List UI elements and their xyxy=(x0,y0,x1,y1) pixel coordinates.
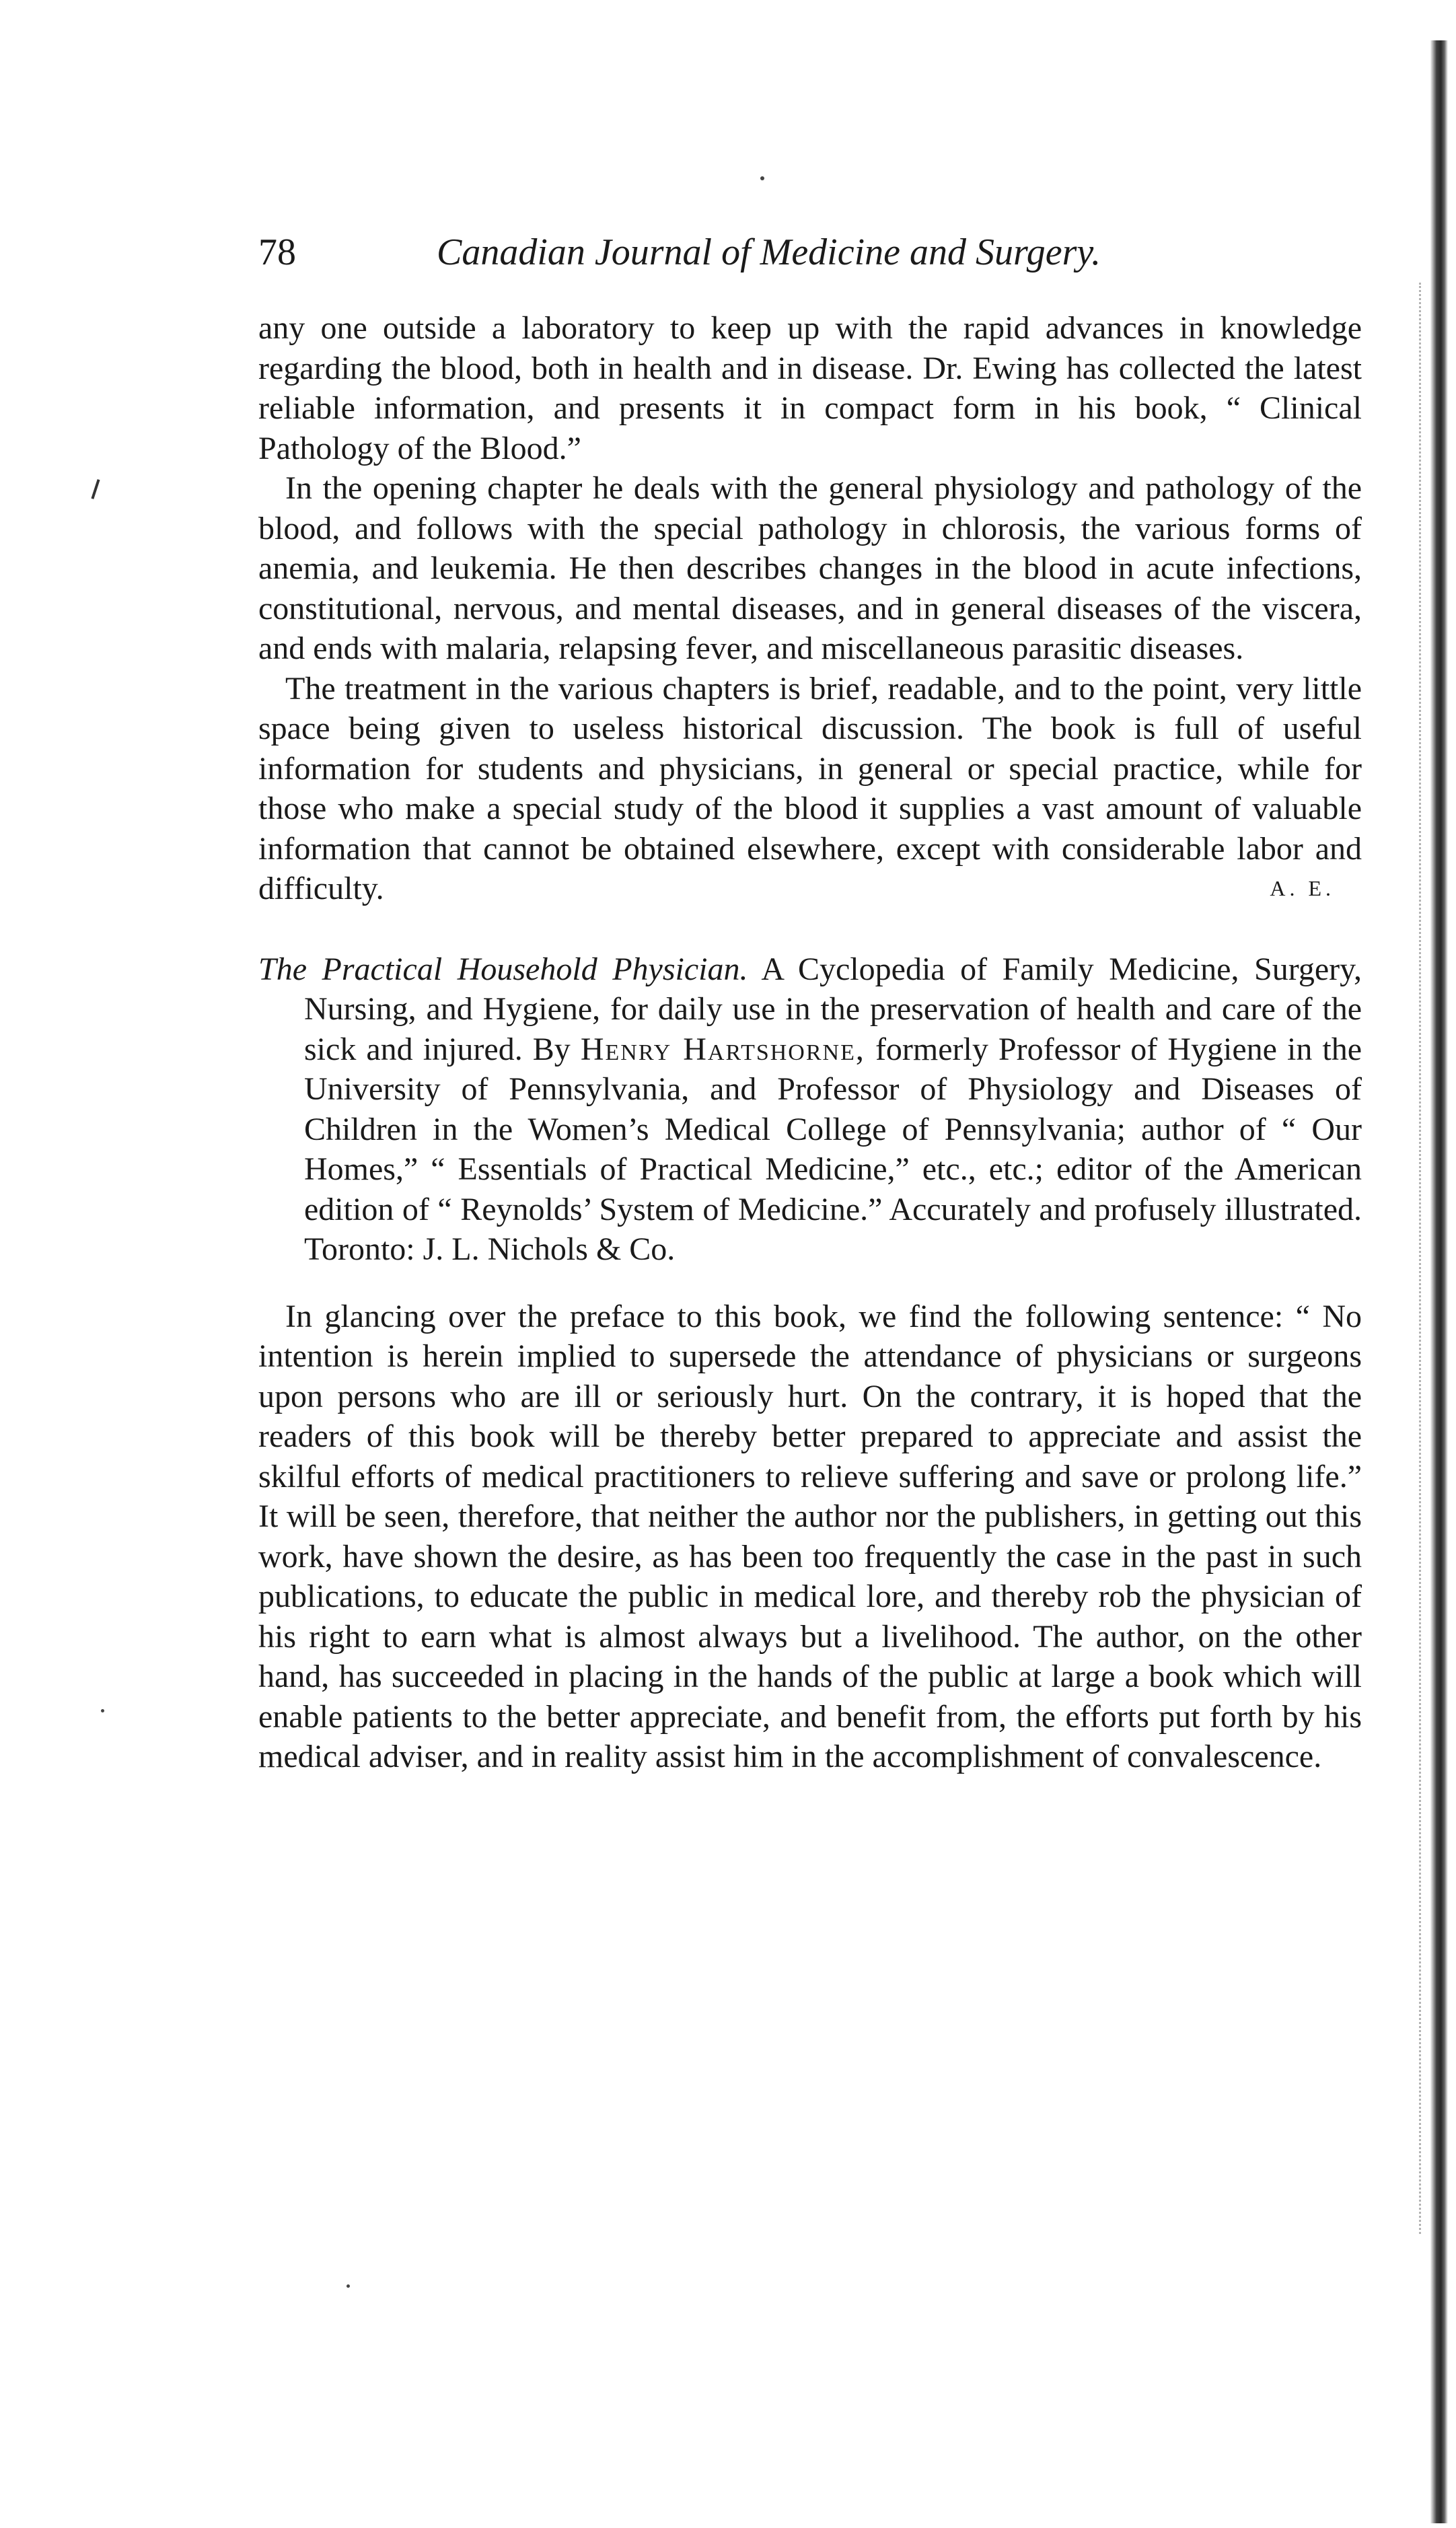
review-paragraph: In glancing over the preface to this book, we find the following sentence: “ No intention is herein implied to supersede the attendance of physicians or surgeons upon persons who are ill or seriously hurt. On the contrary, it is hoped that the readers of this book will be thereby better prepared to appreciate and assist the skilful efforts of medical practitioners to relieve suffering and save or prolong life.” It will be seen, therefore, that neither the author nor the publishers, in getting out this work, have shown the desire, as has been too frequently the case in the past in such publications, to educate the public in medical lore, and thereby rob the physician of his right to earn what is almost always but a livelihood. The author, on the other hand, has succeeded in placing in the hands of the public at large a book which will enable patients to the better appreciate, and benefit from, the efforts put forth by his medical adviser, and in reality assist him in the accomplishment of convalescence. xyxy=(258,1298,1362,1774)
ink-speck xyxy=(760,176,764,180)
book-review-entry xyxy=(258,949,1362,1270)
page-number: 78 xyxy=(258,231,296,273)
reviewer-initials: A. E. xyxy=(1270,876,1335,900)
paragraph: any one outside a laboratory to keep up with the rapid advances in knowledge regarding the blood, both in health and in disease. Dr. Ewing has collected the latest reliable information, and presents it in compact form in his book, “ Clinical Pathology of the Blood.” xyxy=(258,310,1362,466)
paragraph xyxy=(258,669,1362,909)
ink-speck xyxy=(101,1709,104,1712)
article-body xyxy=(258,308,1362,1777)
book-author: Henry Hartshorne, xyxy=(580,1031,865,1067)
running-title: Canadian Journal of Medicine and Surgery. xyxy=(437,231,1101,273)
book-description-continued: formerly Professor of Hygiene in the University of Pennsylvania, and Professor of Physiology and Diseases of Children in the Women’s Medical College of Pennsylvania; author of “ Our Homes,” “ Essentials of Practical Medicine,” etc., etc.; editor of the American edition of “ Reynolds’ System of Medicine.” Accurately and profusely illustrated. Toronto: J. L. Nichols & Co. xyxy=(304,1031,1362,1267)
paragraph: In the opening chapter he deals with the general physiology and pathology of the blood, and follows with the special pathology in chlorosis, the various forms of anemia, and leukemia. He then describes changes in the blood in acute infections, constitutional, nervous, and mental diseases, and in general diseases of the viscera, and ends with malaria, relapsing fever, and miscellaneous parasitic diseases. xyxy=(258,470,1362,666)
paragraph-text: The treatment in the various chapters is brief, readable, and to the point, very little space being given to useless historical discussion. The book is full of useful information for students and physicians, in general or special practice, while for those who make a special study of the blood it supplies a vast amount of valuable information that cannot be obtained elsewhere, except with considerable labor and difficulty. xyxy=(258,670,1362,906)
page-header xyxy=(258,222,1362,283)
journal-page xyxy=(258,222,1362,1777)
page-edge-marks xyxy=(1419,283,1425,2234)
page-binding-edge xyxy=(1430,40,1448,2523)
book-description: A Cyclopedia of Family Medicine, Surgery, Nursing, and Hygiene, for daily use in the preservation of health and care of the sick and injured. By xyxy=(304,951,1362,1067)
book-title: The Practical Household Physician. xyxy=(258,951,748,987)
margin-pencil-mark xyxy=(91,479,100,499)
ink-speck xyxy=(347,2284,350,2288)
